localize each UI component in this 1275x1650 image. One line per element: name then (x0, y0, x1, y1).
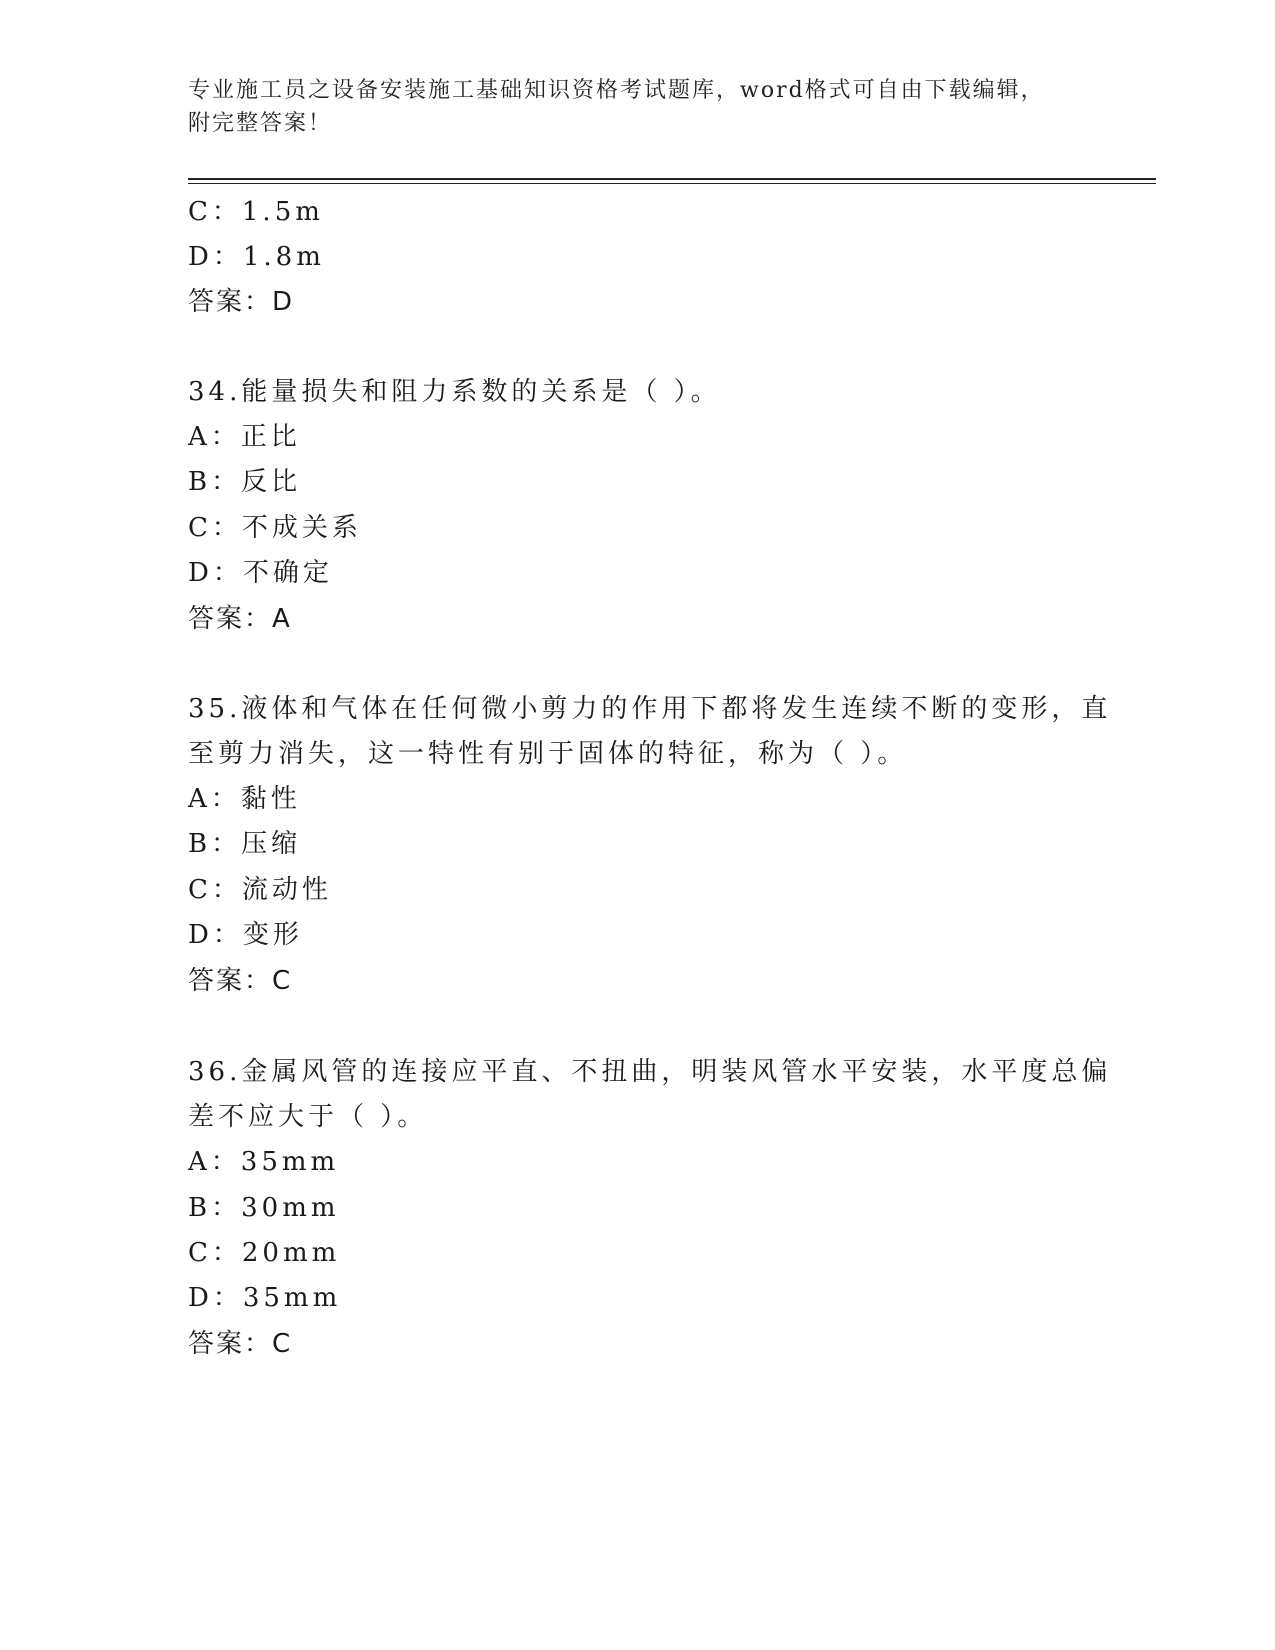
q35-option-d: D：变形 (188, 920, 303, 950)
q36-stem-line-2: 差不应大于（ ）。 (188, 1102, 428, 1132)
q34-option-c: C：不成关系 (188, 513, 362, 543)
q34-option-a: A：正比 (188, 422, 301, 452)
prev-option-d: D：1.8m (188, 242, 325, 272)
document-header (188, 74, 1088, 140)
q36-option-b: B：30mm (188, 1193, 340, 1223)
q35-stem-line-2: 至剪力消失，这一特性有别于固体的特征，称为（ ）。 (188, 739, 908, 769)
q36-option-d: D：35mm (188, 1283, 342, 1313)
q34-answer: 答案：A (188, 604, 292, 634)
q35-option-c: C：流动性 (188, 875, 332, 905)
header-title-line-1: 专业施工员之设备安装施工基础知识资格考试题库，word格式可自由下载编辑， (188, 78, 1045, 103)
header-title-line-2: 附完整答案！ (188, 111, 333, 136)
q34-option-d: D：不确定 (188, 558, 333, 588)
q34-stem: 34.能量损失和阻力系数的关系是（ ）。 (188, 377, 721, 407)
q35-answer: 答案：C (188, 966, 293, 996)
header-divider-thick (188, 178, 1156, 180)
q36-stem-line-1: 36.金属风管的连接应平直、不扭曲，明装风管水平安装，水平度总偏 (188, 1057, 1112, 1087)
q36-option-a: A：35mm (188, 1147, 340, 1177)
q34-option-b: B：反比 (188, 467, 302, 497)
q36-answer: 答案：C (188, 1329, 293, 1359)
prev-option-c: C：1.5m (188, 197, 324, 227)
q35-option-b: B：压缩 (188, 829, 302, 859)
header-divider-thin (188, 183, 1156, 184)
q35-stem-line-1: 35.液体和气体在任何微小剪力的作用下都将发生连续不断的变形，直 (188, 694, 1112, 724)
prev-answer: 答案：D (188, 287, 295, 317)
q36-option-c: C：20mm (188, 1238, 341, 1268)
q35-option-a: A：黏性 (188, 784, 301, 814)
